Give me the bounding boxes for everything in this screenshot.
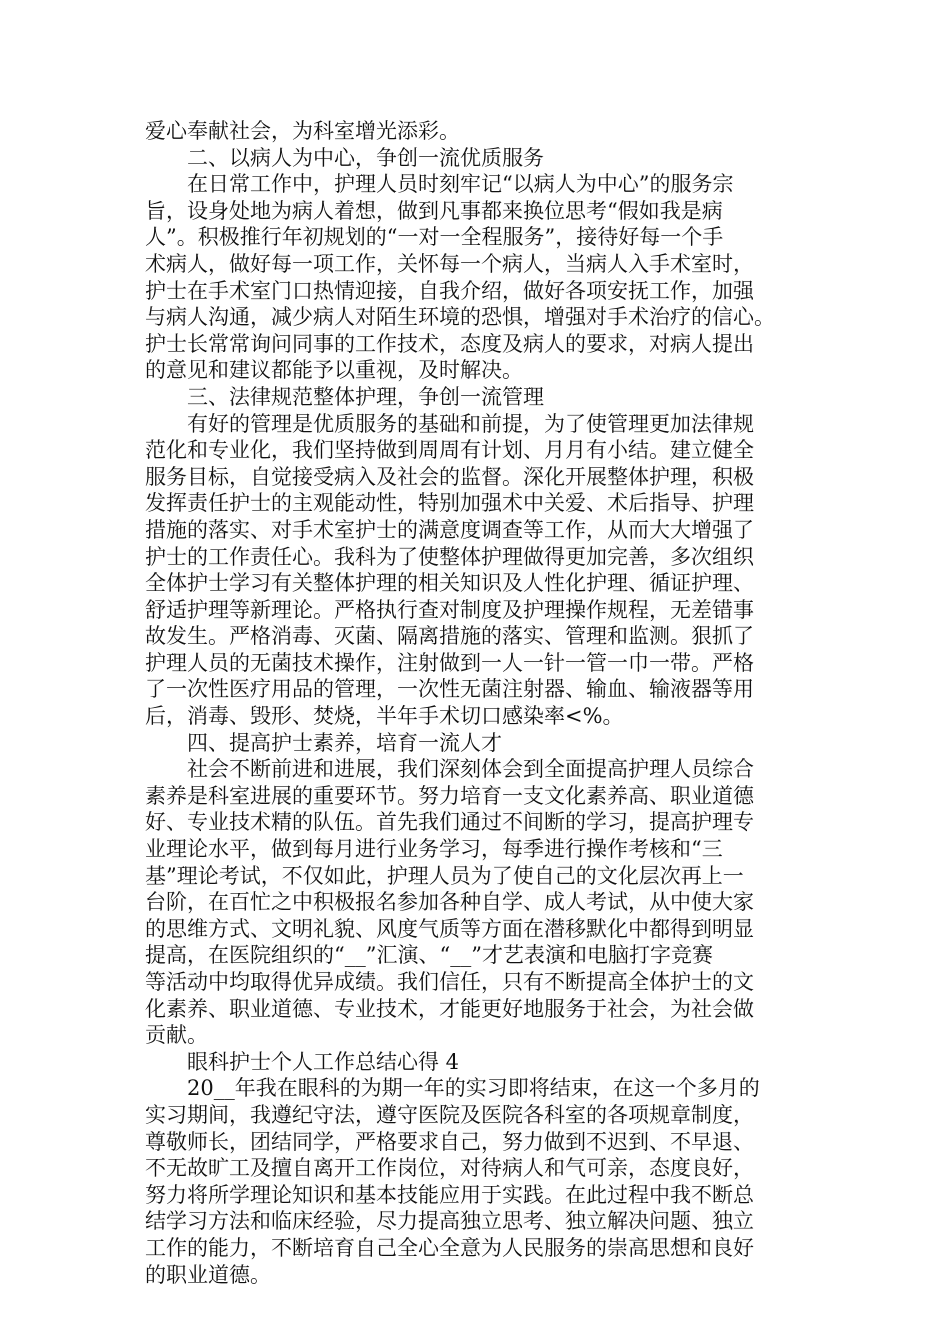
text-line: 术病人，做好每一项工作，关怀每一个病人，当病人入手术室时， — [145, 251, 754, 276]
text-line: 发挥责任护士的主观能动性，特别加强术中关爱、术后指导、护理 — [145, 491, 754, 516]
text-line: 实习期间，我遵纪守法，遵守医院及医院各科室的各项规章制度， — [145, 1102, 754, 1127]
text-line: 三、法律规范整体护理，争创一流管理 — [187, 384, 544, 409]
text-line: 了一次性医疗用品的管理，一次性无菌注射器、输血、输液器等用 — [145, 677, 754, 702]
text-line: 旨，设身处地为病人着想，做到凡事都来换位思考“假如我是病 — [145, 198, 723, 223]
text-line: 素养是科室进展的重要环节。努力培育一支文化素养高、职业道德 — [145, 783, 754, 808]
text-line: 人”。积极推行年初规划的“一对一全程服务”，接待好每一个手 — [145, 225, 724, 250]
text-line: 与病人沟通，减少病人对陌生环境的恐惧，增强对手术治疗的信心。 — [145, 305, 775, 330]
text-line: 化素养、职业道德、专业技术，才能更好地服务于社会，为社会做 — [145, 996, 754, 1021]
text-line: 护士长常常询问同事的工作技术，态度及病人的要求，对病人提出 — [145, 331, 754, 356]
document-body — [145, 118, 813, 1288]
text-line: 爱心奉献社会，为科室增光添彩。 — [145, 119, 460, 143]
text-line: 全体护士学习有关整体护理的相关知识及人性化护理、循证护理、 — [145, 571, 754, 596]
text-line: 四、提高护士素养，培育一流人才 — [187, 730, 502, 755]
text-line: 尊敬师长，团结同学，严格要求自己，努力做到不迟到、不早退、 — [145, 1129, 754, 1154]
text-line: 台阶，在百忙之中积极报名参加各种自学、成人考试，从中使大家 — [145, 890, 754, 915]
text-line: 后，消毒、毁形、焚烧，半年手术切口感染率<%。 — [145, 704, 624, 729]
text-line: 贡献。 — [145, 1023, 208, 1048]
text-line: 工作的能力，不断培育自己全心全意为人民服务的崇高思想和良好 — [145, 1235, 754, 1260]
text-line: 护理人员的无菌技术操作，注射做到一人一针一管一巾一带。严格 — [145, 650, 754, 675]
text-line: 20__年我在眼科的为期一年的实习即将结束，在这一个多月的 — [187, 1076, 760, 1101]
text-line: 不无故旷工及擅自离开工作岗位，对待病人和气可亲，态度良好， — [145, 1156, 754, 1181]
text-line: 有好的管理是优质服务的基础和前提，为了使管理更加法律规 — [187, 411, 754, 436]
text-line: 的思维方式、文明礼貌、风度气质等方面在潜移默化中都得到明显 — [145, 916, 754, 941]
text-line: 故发生。严格消毒、灭菌、隔离措施的落实、管理和监测。狠抓了 — [145, 624, 754, 649]
text-line: 基”理论考试，不仅如此，护理人员为了使自己的文化层次再上一 — [145, 863, 744, 888]
text-line: 社会不断前进和进展，我们深刻体会到全面提高护理人员综合 — [187, 757, 754, 782]
text-line: 二、以病人为中心，争创一流优质服务 — [187, 145, 544, 170]
text-line: 好、专业技术精的队伍。首先我们通过不间断的学习，提高护理专 — [145, 810, 754, 835]
text-line: 的意见和建议都能予以重视，及时解决。 — [145, 358, 523, 383]
text-line: 业理论水平，做到每月进行业务学习，每季进行操作考核和“三 — [145, 837, 723, 862]
text-line: 服务目标，自觉接受病入及社会的监督。深化开展整体护理，积极 — [145, 464, 754, 489]
text-line: 舒适护理等新理论。严格执行查对制度及护理操作规程，无差错事 — [145, 597, 754, 622]
text-line: 提高，在医院组织的“__”汇演、“__”才艺表演和电脑打字竞赛 — [145, 943, 713, 968]
text-line: 在日常工作中，护理人员时刻牢记“以病人为中心”的服务宗 — [187, 172, 734, 197]
text-line: 等活动中均取得优异成绩。我们信任，只有不断提高全体护士的文 — [145, 970, 754, 994]
text-line: 努力将所学理论知识和基本技能应用于实践。在此过程中我不断总 — [145, 1182, 754, 1207]
text-line: 结学习方法和临床经验，尽力提高独立思考、独立解决问题、独立 — [145, 1209, 754, 1234]
text-line: 措施的落实、对手术室护士的满意度调查等工作，从而大大增强了 — [145, 517, 754, 542]
text-line: 护士在手术室门口热情迎接，自我介绍，做好各项安抚工作，加强 — [145, 278, 754, 303]
text-line: 范化和专业化，我们坚持做到周周有计划、月月有小结。建立健全 — [145, 438, 754, 463]
text-line: 的职业道德。 — [145, 1262, 271, 1287]
text-line: 眼科护士个人工作总结心得 4 — [187, 1049, 460, 1074]
text-line: 护士的工作责任心。我科为了使整体护理做得更加完善，多次组织 — [145, 544, 754, 569]
